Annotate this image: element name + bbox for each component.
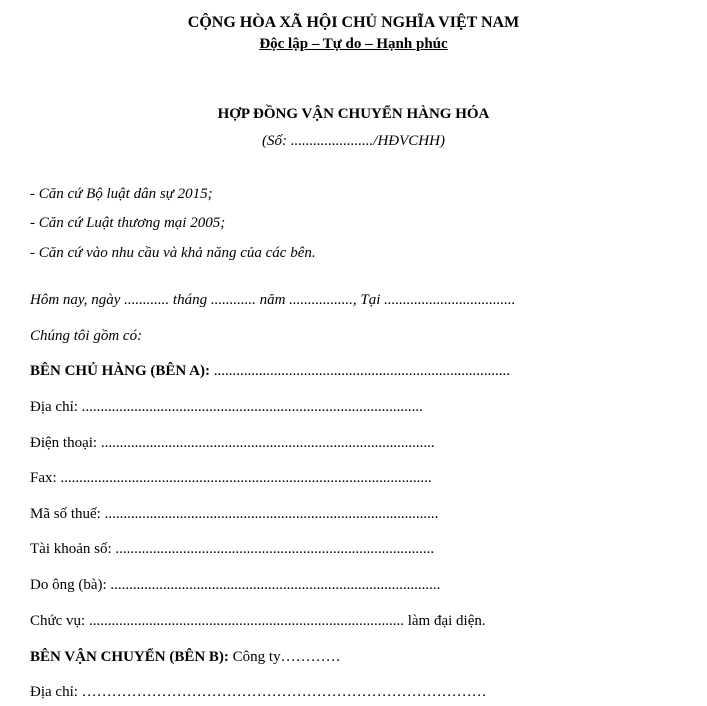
parties-intro: Chúng tôi gồm có: (30, 328, 143, 344)
party-a-heading-line (30, 362, 510, 380)
party-b-company: Công ty………… (228, 649, 341, 665)
party-b-heading: BÊN VẬN CHUYỂN (BÊN B): (30, 649, 229, 665)
national-title: CỘNG HÒA XÃ HỘI CHỦ NGHĨA VIỆT NAM (187, 14, 520, 31)
party-a-bank-account: Tài khoản số: ..................................................................................... (30, 541, 435, 557)
party-a-representative: Do ông (bà): ........................................................................................ (30, 577, 441, 593)
party-b-address: Địa chỉ: ……………………………………………………………………… (30, 684, 487, 700)
party-a-fax: Fax: ................................................................................................... (30, 470, 432, 486)
party-a-phone: Điện thoại: ......................................................................................... (30, 435, 435, 451)
party-a-tax-code: Mã số thuế: ......................................................................................... (30, 506, 439, 522)
legal-basis-civil-code: - Căn cứ Bộ luật dân sự 2015; (30, 186, 213, 202)
legal-basis-commercial-law: - Căn cứ Luật thương mại 2005; (30, 215, 226, 231)
party-a-name-blank: ............................................................................... (210, 363, 511, 379)
party-b-heading-line (30, 648, 341, 666)
contract-title: HỢP ĐỒNG VẬN CHUYỂN HÀNG HÓA (217, 106, 490, 122)
legal-basis-needs: - Căn cứ vào nhu cầu và khả năng của các bên. (30, 245, 316, 261)
party-a-address: Địa chỉ: ........................................................................................... (30, 399, 423, 415)
date-place-line: Hôm nay, ngày ............ tháng ............ năm ................., Tại ................................... (30, 292, 516, 308)
national-motto: Độc lập – Tự do – Hạnh phúc (259, 36, 448, 52)
party-a-heading: BÊN CHỦ HÀNG (BÊN A): (30, 363, 211, 379)
contract-number-line: (Số: ....................../HĐVCHH) (262, 133, 445, 149)
party-a-position: Chức vụ: .................................................................................... làm đại diện. (30, 613, 486, 629)
